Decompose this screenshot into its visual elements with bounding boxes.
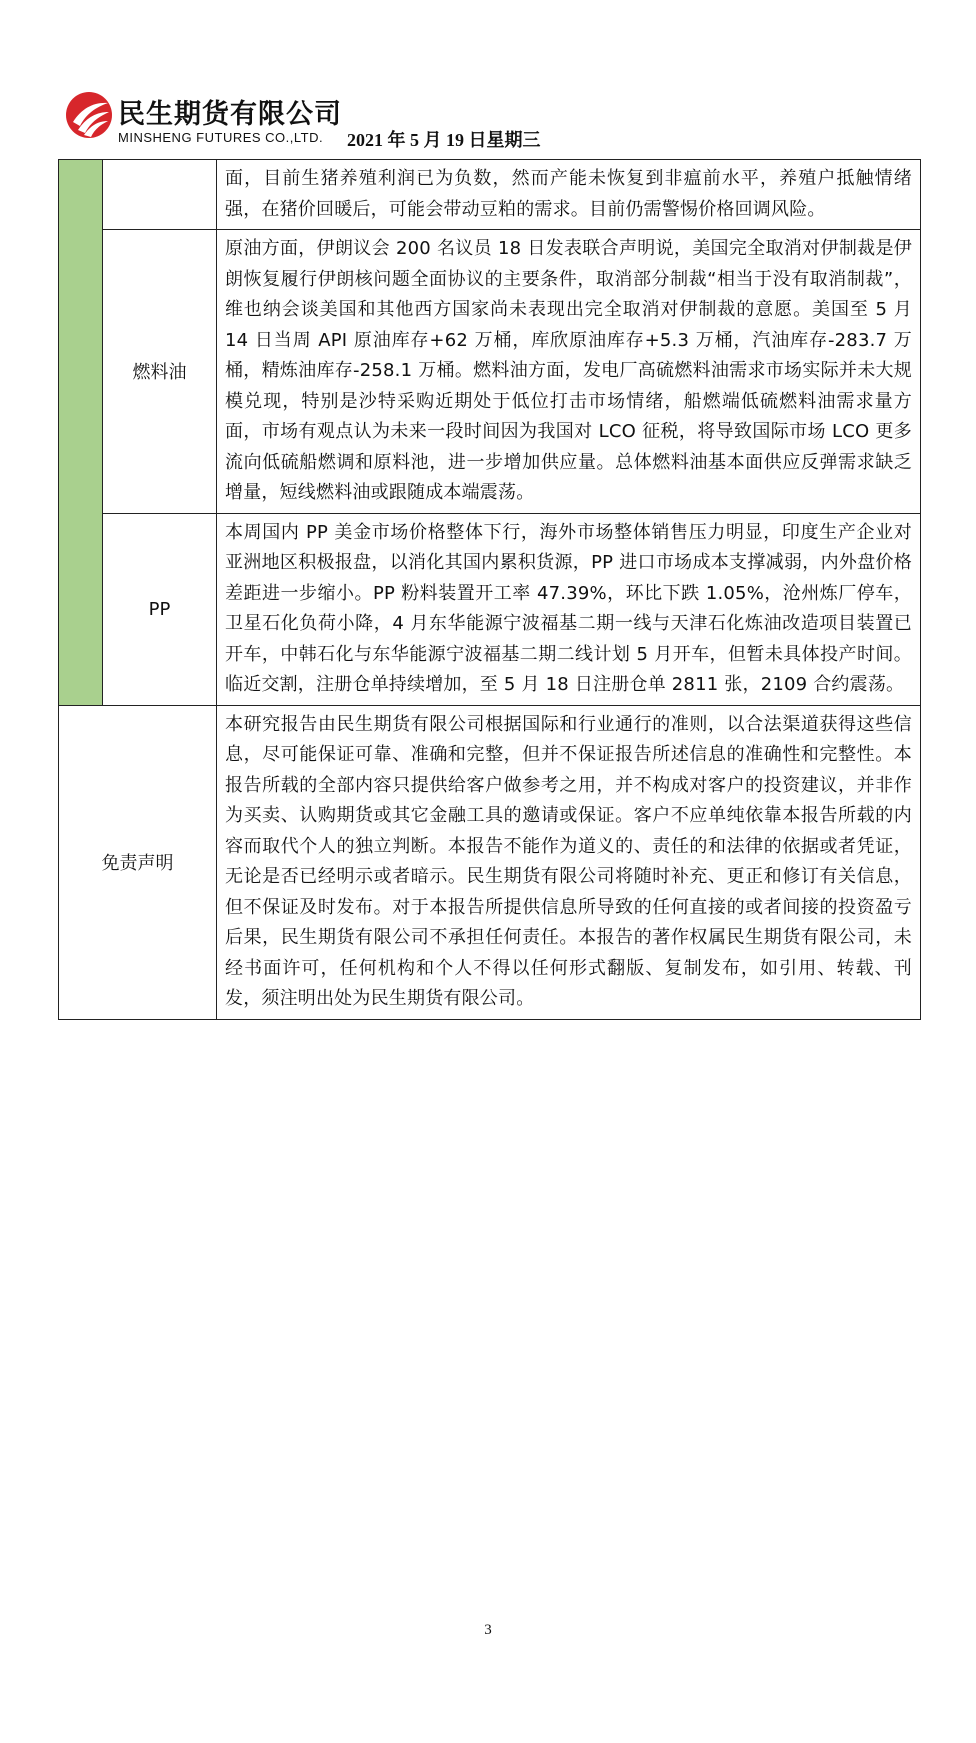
table-row xyxy=(59,230,921,514)
report-header xyxy=(64,86,624,156)
row-label-fuel-oil: 燃料油 xyxy=(103,230,217,514)
minsheng-logo-icon xyxy=(64,90,114,140)
disclaimer-text: 本研究报告由民生期货有限公司根据国际和行业通行的准则，以合法渠道获得这些信息，尽可能保证可靠、准确和完整，但并不保证报告所述信息的准确性和完整性。本报告所载的全部内容只提供给客户做参考之用，并不构成对客户的投资建议，并非作为买卖、认购期货或其它金融工具的邀请或保证。客户不应单纯依靠本报告所载的内容而取代个人的独立判断。本报告不能作为道义的、责任的和法律的依据或者凭证，无论是否已经明示或者暗示。民生期货有限公司将随时补充、更正和修订有关信息，但不保证及时发布。对于本报告所提供信息所导致的任何直接的或者间接的投资盈亏后果，民生期货有限公司不承担任何责任。本报告的著作权属民生期货有限公司，未经书面许可，任何机构和个人不得以任何形式翻版、复制发布，如引用、转载、刊发，须注明出处为民生期货有限公司。 xyxy=(217,705,921,1019)
pp-analysis-text: 本周国内 PP 美金市场价格整体下行，海外市场整体销售压力明显，印度生产企业对亚洲地区积极报盘，以消化其国内累积货源，PP 进口市场成本支撑减弱，内外盘价格差距进一步缩小。PP 粉料装置开工率 47.39%，环比下跌 1.05%，沧州炼厂停车，卫星石化负荷小降，4 月东华能源宁波福基二期一线与天津石化炼油改造项目装置已开车，中韩石化与东华能源宁波福基二期二线计划 5 月开车，但暂未具体投产时间。临近交割，注册仓单持续增加，至 5 月 18 日注册仓单 2811 张，2109 合约震荡。 xyxy=(217,513,921,705)
fuel-oil-analysis-text: 原油方面，伊朗议会 200 名议员 18 日发表联合声明说，美国完全取消对伊制裁是伊朗恢复履行伊朗核问题全面协议的主要条件，取消部分制裁“相当于没有取消制裁”，维也纳会谈美国和其他西方国家尚未表现出完全取消对伊制裁的意愿。美国至 5 月 14 日当周 API 原油库存+62 万桶，库欣原油库存+5.3 万桶，汽油库存-283.7 万桶，精炼油库存-258.1 万桶。燃料油方面，发电厂高硫燃料油需求市场实际并未大规模兑现，特别是沙特采购近期处于低位打击市场情绪，船燃端低硫燃料油需求量方面，市场有观点认为未来一段时间因为我国对 LCO 征税，将导致国际市场 LCO 更多流向低硫船燃调和原料池，进一步增加供应量。总体燃料油基本面供应反弹需求缺乏增量，短线燃料油或跟随成本端震荡。 xyxy=(217,230,921,514)
report-date: 2021 年 5 月 19 日星期三 xyxy=(347,130,541,150)
company-name: 民生期货有限公司 xyxy=(118,99,342,130)
table-row xyxy=(59,705,921,1019)
page-number: 3 xyxy=(484,1622,492,1638)
row-label-pp: PP xyxy=(103,513,217,705)
disclaimer-label: 免责声明 xyxy=(59,705,217,1019)
soymeal-continuation-text: 面，目前生猪养殖利润已为负数，然而产能未恢复到非瘟前水平，养殖户抵触情绪强，在猪价回暖后，可能会带动豆粕的需求。目前仍需警惕价格回调风险。 xyxy=(217,160,921,230)
table-row xyxy=(59,160,921,230)
table-row xyxy=(59,513,921,705)
row-label-empty xyxy=(103,160,217,230)
company-name-en: MINSHENG FUTURES CO.,LTD. xyxy=(118,130,324,145)
commodity-table xyxy=(58,159,921,1020)
category-band xyxy=(59,160,103,706)
